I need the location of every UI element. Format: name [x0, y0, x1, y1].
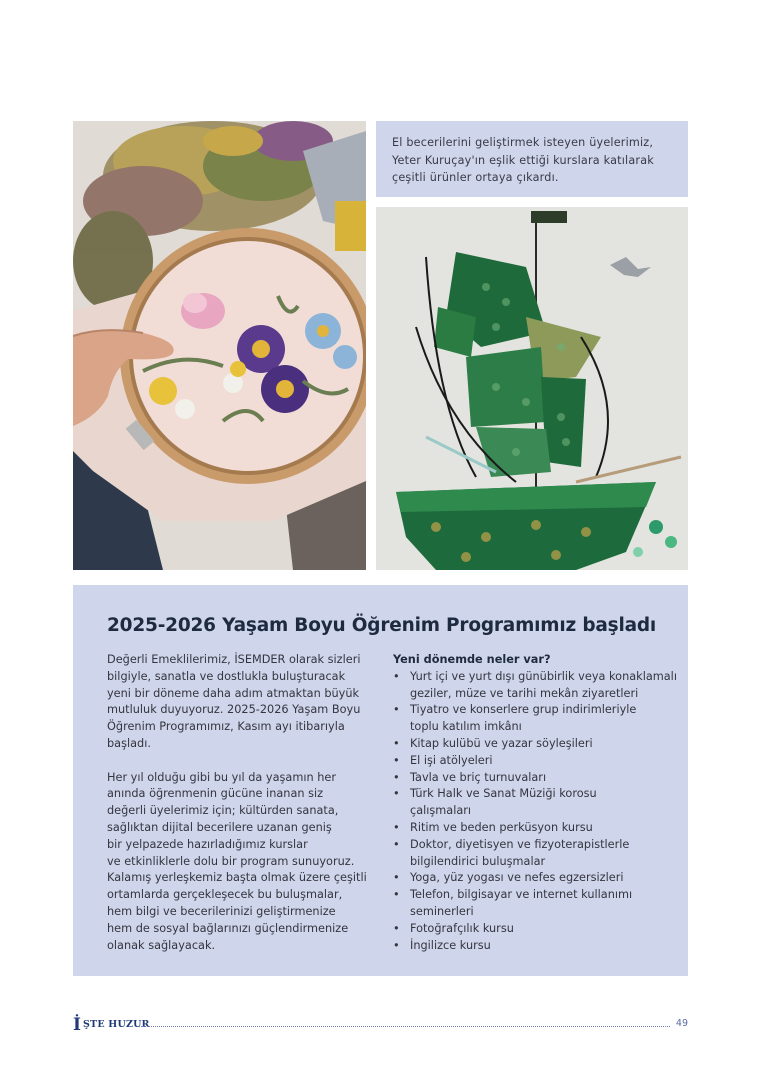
list-item: • Tiyatro ve konserlere grup indirimleriyle toplu katılım imkânı: [393, 702, 683, 736]
list-item: • Yurt içi ve yurt dışı günübirlik veya konaklamalı geziler, müze ve tarihi mekân ziyaretleri: [393, 669, 683, 703]
page-footer: [73, 1014, 688, 1036]
list-item: • Tavla ve briç turnuvaları: [393, 770, 683, 787]
list-item: • Türk Halk ve Sanat Müziği korosu çalışmaları: [393, 786, 683, 820]
page-number: 49: [675, 1018, 688, 1029]
article-panel: [73, 585, 688, 976]
program-list-section: [393, 652, 683, 954]
magazine-logo: ŞTE HUZUR: [83, 1019, 150, 1030]
magazine-logo-mark: İ: [73, 1015, 81, 1035]
quilled-ship-photo: [376, 207, 688, 570]
list-item: • Yoga, yüz yogası ve nefes egzersizleri: [393, 870, 683, 887]
list-item: • Kitap kulübü ve yazar söyleşileri: [393, 736, 683, 753]
photo-caption-box: [376, 121, 688, 197]
program-list: [393, 669, 683, 955]
article-title: 2025-2026 Yaşam Boyu Öğrenim Programımız başladı: [107, 615, 657, 636]
list-item: • Ritim ve beden perküsyon kursu: [393, 820, 683, 837]
footer-divider: [137, 1026, 670, 1027]
quilled-ship-illustration: [376, 207, 688, 570]
list-item: • El işi atölyeleri: [393, 753, 683, 770]
list-item: • İngilizce kursu: [393, 938, 683, 955]
article-body: [107, 652, 382, 954]
list-item: • Doktor, diyetisyen ve fizyoterapistlerle bilgilendirici buluşmalar: [393, 837, 683, 871]
article-paragraph-program: Her yıl olduğu gibi bu yıl da yaşamın her anında öğrenmenin gücüne inanan siz değerli üyelerimiz için; kültürden sanata, sağlıktan dijital becerilere uzanan geniş bir yelpazede hazırladığımız kurslar ve etkinliklerle dolu bir program sunuyoruz. Kalamış yerleşkemiz başta olmak üzere çeşitli ortamlarda gerçekleşecek bu buluşmalar, hem bilgi ve becerilerinizi geliştirmenize hem de sosyal bağlarınızı güçlendirmenize olanak sağlayacak.: [107, 770, 367, 952]
list-item: • Fotoğrafçılık kursu: [393, 921, 683, 938]
program-list-heading: Yeni dönemde neler var?: [393, 653, 551, 666]
list-item: • Telefon, bilgisayar ve internet kullanımı seminerleri: [393, 887, 683, 921]
embroidery-photo: [73, 121, 366, 570]
article-paragraph-intro: Değerli Emeklilerimiz, İSEMDER olarak sizleri bilgiyle, sanatla ve dostlukla buluşturacak yeni bir döneme daha adım atmaktan büyük mutluluk duyuyoruz. 2025-2026 Yaşam Boyu Öğrenim Programımız, Kasım ayı itibarıyla başladı.: [107, 653, 361, 750]
photo-caption: El becerilerini geliştirmek isteyen üyelerimiz, Yeter Kuruçay'ın eşlik ettiği kurslara katılarak çeşitli ürünler ortaya çıkardı.: [392, 136, 654, 184]
embroidery-illustration: [73, 121, 366, 570]
